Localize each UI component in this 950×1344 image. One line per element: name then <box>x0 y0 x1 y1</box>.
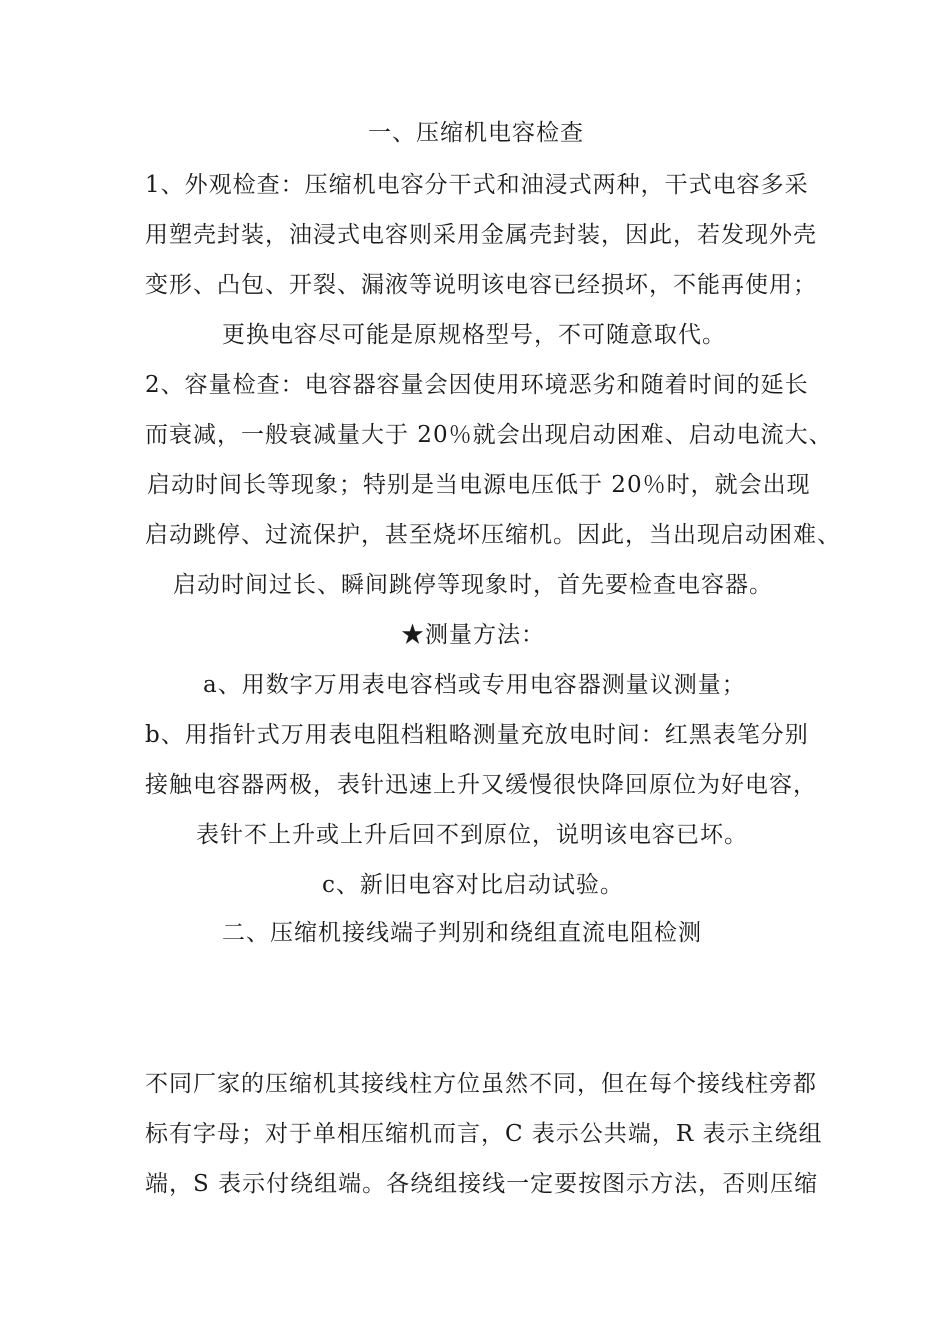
method-a: a、用数字万用表电容档或专用电容器测量议测量； <box>203 672 746 698</box>
item2-line-3: 启动时间长等现象；特别是当电源电压低于 20％时，就会出现 <box>147 472 811 498</box>
section2-line-3: 端，S 表示付绕组端。各绕组接线一定要按图示方法，否则压缩 <box>145 1171 819 1197</box>
item2-line-5: 启动时间过长、瞬间跳停等现象时，首先要检查电容器。 <box>173 572 773 598</box>
method-heading: ★测量方法： <box>401 622 545 648</box>
method-c: c、新旧电容对比启动试验。 <box>322 872 624 898</box>
item1-line-2: 用塑壳封装，油浸式电容则采用金属壳封装，因此，若发现外壳 <box>145 222 817 248</box>
method-b-line-1: b、用指针式万用表电阻档粗略测量充放电时间：红黑表笔分别 <box>145 722 809 748</box>
method-b-line-2: 接触电容器两极，表针迅速上升又缓慢很快降回原位为好电容， <box>145 772 817 798</box>
item2-line-4: 启动跳停、过流保护，甚至烧坏压缩机。因此，当出现启动困难、 <box>145 522 841 548</box>
section1-title: 一、压缩机电容检查 <box>368 120 584 146</box>
section2-line-1: 不同厂家的压缩机其接线柱方位虽然不同，但在每个接线柱旁都 <box>145 1071 817 1097</box>
item2-line-2: 而衰减，一般衰减量大于 20％就会出现启动困难、启动电流大、 <box>145 422 833 448</box>
item1-line-3: 变形、凸包、开裂、漏液等说明该电容已经损坏，不能再使用； <box>145 272 817 298</box>
item1-line-1: 1、外观检查：压缩机电容分干式和油浸式两种，干式电容多采 <box>145 172 809 198</box>
item2-line-1: 2、容量检查：电容器容量会因使用环境恶劣和随着时间的延长 <box>145 372 809 398</box>
section2-line-2: 标有字母；对于单相压缩机而言，C 表示公共端，R 表示主绕组 <box>145 1121 823 1147</box>
method-b-line-3: 表针不上升或上升后回不到原位，说明该电容已坏。 <box>196 822 748 848</box>
section2-title: 二、压缩机接线端子判别和绕组直流电阻检测 <box>222 920 702 946</box>
item1-line-4: 更换电容尽可能是原规格型号，不可随意取代。 <box>222 322 726 348</box>
